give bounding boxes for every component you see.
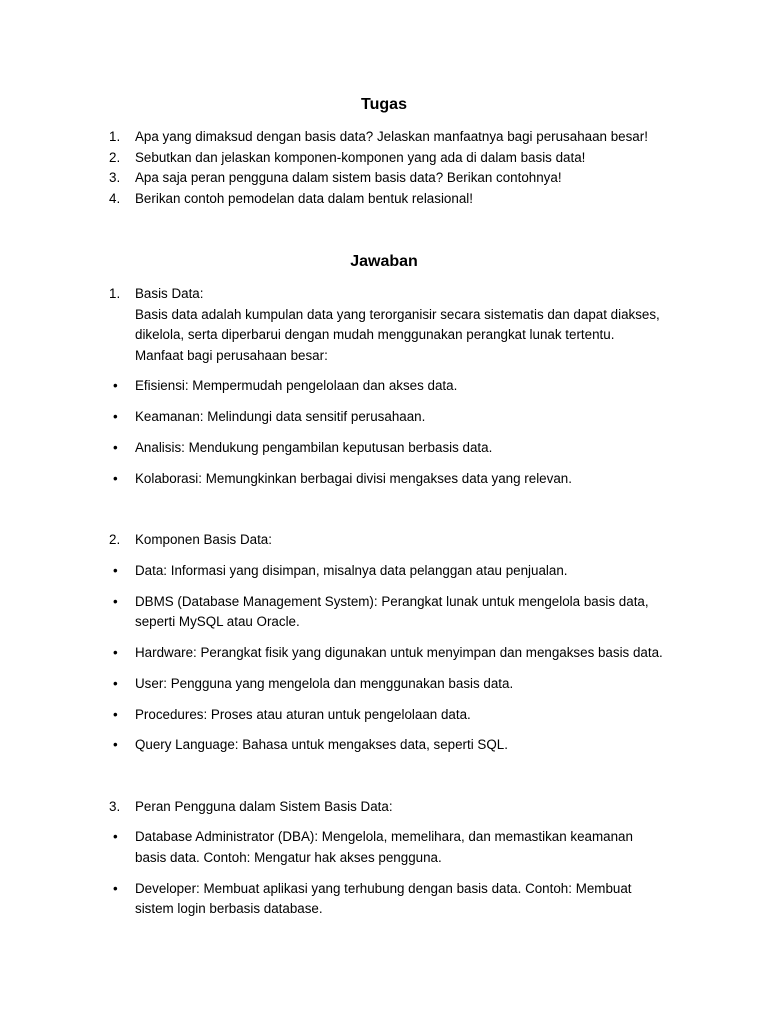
- bullet-text: Query Language: Bahasa untuk mengakses data, seperti SQL.: [135, 737, 508, 752]
- bullet-icon: [113, 879, 118, 900]
- bullet-text: Efisiensi: Mempermudah pengelolaan dan akses data.: [135, 378, 458, 393]
- question-text: Sebutkan dan jelaskan komponen-komponen yang ada di dalam basis data!: [135, 149, 586, 165]
- bullet-icon: [113, 643, 118, 664]
- bullet-text: Hardware: Perangkat fisik yang digunakan untuk menyimpan dan mengakses basis data.: [135, 645, 663, 660]
- question-text: Berikan contoh pemodelan data dalam bentuk relasional!: [135, 190, 473, 206]
- bullet-icon: [113, 376, 118, 397]
- answer-text: dikelola, serta diperbarui dengan mudah menggunakan perangkat lunak tertentu.: [135, 327, 615, 342]
- bullet-icon: [113, 561, 118, 582]
- bullet-text: Kolaborasi: Memungkinkan berbagai divisi mengakses data yang relevan.: [135, 470, 572, 486]
- answer-heading: Basis Data:: [135, 286, 204, 301]
- bullet-icon: [113, 735, 118, 756]
- answer-text: Manfaat bagi perusahaan besar:: [135, 347, 328, 363]
- bullet-icon: [113, 438, 118, 459]
- answer-number: 2.: [109, 532, 121, 547]
- bullet-icon: [113, 592, 118, 613]
- bullet-icon: [113, 705, 118, 726]
- bullet-icon: [113, 674, 118, 695]
- bullet-icon: [113, 827, 118, 848]
- question-number: 1.: [109, 129, 121, 144]
- bullet-text: Data: Informasi yang disimpan, misalnya data pelanggan atau penjualan.: [135, 562, 568, 578]
- bullet-text: sistem login berbasis database.: [135, 901, 323, 916]
- jawaban-title: Jawaban: [350, 253, 418, 270]
- answer-number: 1.: [109, 286, 121, 301]
- bullet-text: Developer: Membuat aplikasi yang terhubung dengan basis data. Contoh: Membuat: [135, 880, 632, 896]
- bullet-icon: [113, 469, 118, 490]
- question-number: 2.: [109, 149, 121, 165]
- bullet-text: DBMS (Database Management System): Perangkat lunak untuk mengelola basis data,: [135, 593, 649, 609]
- question-number: 3.: [109, 170, 121, 185]
- bullet-text: Keamanan: Melindungi data sensitif perusahaan.: [135, 409, 426, 424]
- answer-text: Basis data adalah kumpulan data yang terorganisir secara sistematis dan dapat diakses,: [135, 306, 660, 322]
- bullet-text: seperti MySQL atau Oracle.: [135, 614, 300, 629]
- question-text: Apa saja peran pengguna dalam sistem basis data? Berikan contohnya!: [135, 170, 562, 185]
- bullet-text: User: Pengguna yang mengelola dan menggunakan basis data.: [135, 675, 514, 691]
- answer-heading: Komponen Basis Data:: [135, 532, 272, 547]
- question-number: 4.: [109, 190, 121, 206]
- bullet-text: Analisis: Mendukung pengambilan keputusan berbasis data.: [135, 440, 493, 455]
- bullet-text: Database Administrator (DBA): Mengelola, memelihara, dan memastikan keamanan: [135, 829, 633, 844]
- bullet-text: basis data. Contoh: Mengatur hak akses pengguna.: [135, 849, 442, 865]
- question-text: Apa yang dimaksud dengan basis data? Jelaskan manfaatnya bagi perusahaan besar!: [135, 129, 648, 144]
- tugas-title: Tugas: [361, 96, 407, 113]
- bullet-text: Procedures: Proses atau aturan untuk pengelolaan data.: [135, 706, 471, 722]
- answer-number: 3.: [109, 798, 121, 814]
- bullet-icon: [113, 407, 118, 428]
- answer-heading: Peran Pengguna dalam Sistem Basis Data:: [135, 798, 393, 814]
